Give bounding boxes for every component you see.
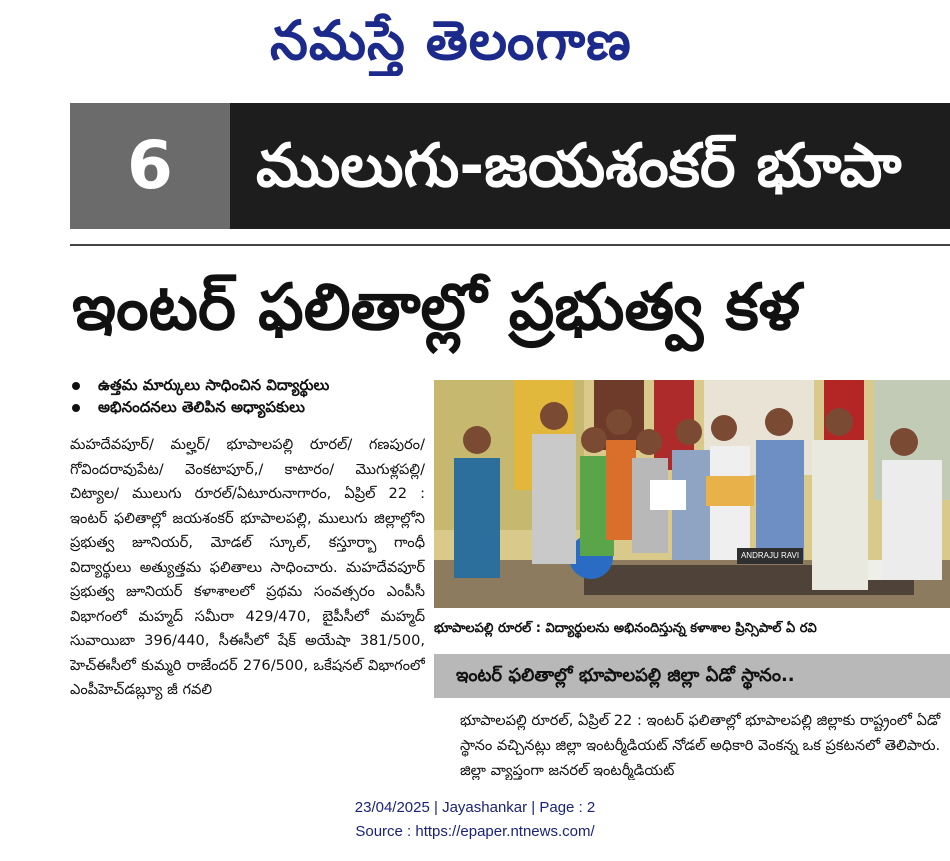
page-footer <box>0 796 950 844</box>
news-photo <box>434 380 950 608</box>
section-banner <box>70 103 950 229</box>
article-body <box>70 433 425 780</box>
subarticle-text: భూపాలపల్లి రూరల్, ఏప్రిల్ 22 : ఇంటర్ ఫలితాల్లో భూపాలపల్లి జిల్లాకు రాష్ట్రంలో ఏడో స్థానం వచ్చినట్లు జిల్లా ఇంటర్మీడియట్ నోడల్ అధికారి వెంకన్న ఒక ప్రకటనలో తెలిపారు. జిల్లా వ్యాప్తంగా జనరల్ ఇంటర్మీడియట్ <box>460 712 941 779</box>
highlight-item: అభినందనలు తెలిపిన అధ్యాపకులు <box>70 396 430 418</box>
photo-caption: భూపాలపల్లి రూరల్ : విద్యార్థులను అభినందిస్తున్న కళాశాల ప్రిన్సిపాల్ ఏ రవి <box>434 621 817 636</box>
newspaper-masthead: నమస్తే తెలంగాణ <box>270 8 632 72</box>
article-text: మహదేవపూర్/ మల్హర్/ భూపాలపల్లి రూరల్/ గణపురం/ గోవిందరావుపేట/ వెంకటాపూర్,/ కాటారం/ మొగుళ్లపల్లి/ చిట్యాల/ ములుగు రూరల్/ఏటూరునాగారం, ఏప్రిల్ 22 : ఇంటర్ ఫలితాల్లో జయశంకర్ భూపాలపల్లి, ములుగు జిల్లాల్లోని ప్రభుత్వ జూనియర్, మోడల్ స్కూల్, కస్తూర్బా గాంధీ విద్యార్థులు అత్యుత్తమ ఫలితాలు సాధించారు. మహదేవపూర్ ప్రభుత్వ జూనియర్ కళాశాలలో ప్రథమ సంవత్సరం ఎంపీసీ విభాగంలో మహ్మద్ సమీరా 429/470, బైపీసీలో మహ్మద్ సువాయిబా 396/440, సీఈసీలో షేక్ అయేషా 381/500, హెచ్ఈసీలో కుమ్మరి రాజేందర్ 276/500, ఒకేషనల్ విభాగంలో ఎంపీహెచ్‌డబ్ల్యూ జీ గవలి <box>70 436 425 698</box>
bullet-icon <box>72 382 80 390</box>
article-headline: ఇంటర్ ఫలితాల్లో ప్రభుత్వ కళ <box>72 271 801 345</box>
subarticle-body <box>460 708 950 780</box>
section-title: ములుగు-జయశంకర్ భూపా <box>256 131 902 201</box>
bullet-icon <box>72 404 80 412</box>
desk-nameplate: ANDRAJU RAVI <box>737 548 803 564</box>
subarticle-heading: ఇంటర్ ఫలితాల్లో భూపాలపల్లి జిల్లా ఏడో స్థానం.. <box>434 654 950 698</box>
footer-source-line: Source : https://epaper.ntnews.com/ <box>355 823 595 840</box>
divider <box>70 244 950 246</box>
group-photo-illustration <box>434 380 950 608</box>
highlight-item: ఉత్తమ మార్కులు సాధించిన విద్యార్థులు <box>70 374 430 396</box>
highlights-list <box>70 374 430 418</box>
page-number: 6 <box>70 103 230 229</box>
footer-date-line: 23/04/2025 | Jayashankar | Page : 2 <box>354 799 596 816</box>
